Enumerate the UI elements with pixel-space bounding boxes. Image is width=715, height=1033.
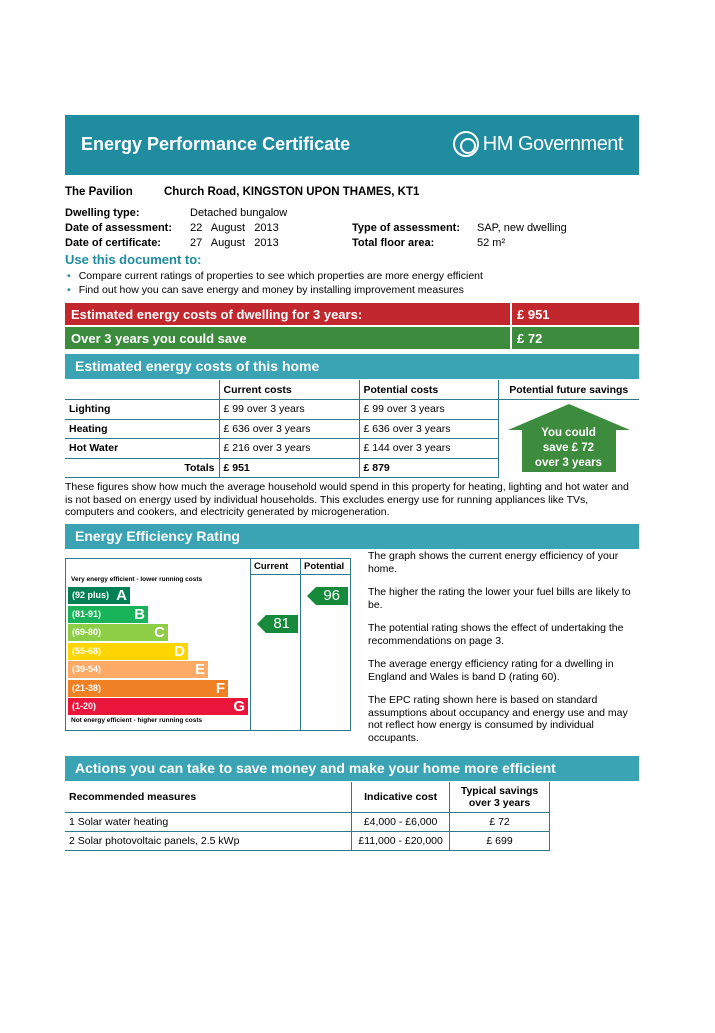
rating-band-letter: A: [116, 587, 127, 604]
rating-band-d: [68, 643, 188, 660]
rating-top-caption: Very energy efficient - lower running costs: [71, 576, 203, 583]
action-measure: 1 Solar water heating: [65, 812, 352, 831]
rating-paragraph: The graph shows the current energy efficiency of your home.: [368, 550, 619, 575]
rating-header-current: Current: [254, 561, 289, 572]
action-saving: £ 72: [450, 812, 550, 831]
costs-row-potential: £ 144 over 3 years: [359, 439, 498, 459]
rating-band-g: [68, 698, 248, 715]
costs-row-current: £ 636 over 3 years: [219, 419, 359, 439]
rating-band-f: [68, 680, 228, 697]
rating-explanation: [368, 550, 640, 744]
costs-row-label: Heating: [65, 419, 219, 439]
actions-header-savings-line: Typical savings: [460, 784, 539, 797]
costs-row-current: £ 216 over 3 years: [219, 439, 359, 459]
assessment-date-label: Date of assessment:: [65, 222, 172, 234]
costs-totals-current: £ 951: [219, 458, 359, 478]
use-document-bullet: • Find out how you can save energy and money by installing improvement measures: [65, 284, 464, 297]
costs-row-label: Lighting: [65, 400, 219, 420]
rating-bottom-caption: Not energy efficient - higher running costs: [71, 717, 203, 724]
floor-area-value: 52 m²: [477, 237, 506, 249]
rating-header-potential: Potential: [304, 561, 345, 572]
assessment-date-value: 22 August 2013: [190, 222, 279, 234]
rating-band-c: [68, 624, 168, 641]
action-cost: £11,000 - £20,000: [352, 831, 450, 850]
rating-band-range: (92 plus): [72, 590, 110, 600]
costs-section-heading: Estimated energy costs of this home: [65, 354, 639, 379]
savings-house-icon: [508, 404, 630, 472]
actions-header-savings: [450, 782, 550, 812]
assessment-type-value: SAP, new dwelling: [477, 222, 567, 234]
savings-label: Over 3 years you could save: [65, 327, 510, 349]
government-label: HM Government: [482, 132, 623, 155]
hm-government-logo: [453, 131, 623, 157]
efficiency-rating-chart: [65, 558, 351, 731]
rating-paragraph: The higher the rating the lower your fuel bills are likely to be.: [368, 586, 631, 611]
savings-arrow-cell: [498, 400, 639, 478]
costs-table: [65, 380, 639, 478]
property-address: Church Road, KINGSTON UPON THAMES, KT1: [164, 186, 420, 198]
estimated-costs-value: £ 951: [512, 303, 639, 325]
rating-band-range: (69-80): [72, 627, 102, 637]
rating-band-e: [68, 661, 208, 678]
costs-note: These figures show how much the average household would spend in this property for heating, lighting and hot water and is not based on energy used by individual households. This excludes energy use for running appliances like TVs, computers and cookers, and electricity generated by microgeneration.: [65, 481, 629, 518]
rating-band-range: (55-68): [72, 645, 102, 656]
rating-paragraph: The potential rating shows the effect of undertaking the recommendations on page 3.: [368, 622, 624, 647]
current-rating-value: 81: [273, 615, 290, 632]
certificate-date-value: 27 August 2013: [190, 237, 279, 249]
dwelling-type-value: Detached bungalow: [190, 207, 288, 219]
savings-line-3: over 3 years: [534, 457, 603, 469]
costs-row-label: Hot Water: [65, 439, 219, 459]
rating-band-letter: F: [215, 679, 225, 697]
costs-row-potential: £ 99 over 3 years: [359, 400, 498, 420]
potential-rating-value: 96: [323, 587, 340, 604]
rating-paragraph: The average energy efficiency rating for a dwelling in England and Wales is band D (rating 60).: [368, 658, 614, 683]
rating-band-letter: B: [134, 605, 145, 623]
action-measure: 2 Solar photovoltaic panels, 2.5 kWp: [65, 831, 352, 850]
property-name: The Pavilion: [65, 186, 133, 198]
actions-header-measures: Recommended measures: [65, 782, 352, 812]
savings-line-2: save £ 72: [542, 442, 595, 454]
action-cost: £4,000 - £6,000: [352, 812, 450, 831]
action-saving: £ 699: [450, 831, 550, 850]
royal-crest-icon: [453, 131, 479, 157]
rating-band-letter: E: [194, 661, 205, 678]
actions-header-cost: Indicative cost: [352, 782, 450, 812]
costs-header-blank: [65, 380, 219, 400]
costs-totals-potential: £ 879: [359, 458, 498, 478]
potential-rating-arrow: [316, 587, 348, 605]
use-document-bullet: • Compare current ratings of properties to see which properties are more energy efficient: [65, 270, 483, 283]
savings-line-1: You could: [541, 427, 596, 439]
rating-paragraph: The EPC rating shown here is based on standard assumptions about occupancy and energy use and may not reflect how energy is consumed by individual occupants.: [368, 694, 628, 744]
assessment-type-label: Type of assessment:: [352, 222, 461, 234]
costs-totals-label: Totals: [65, 458, 219, 478]
certificate-title: Energy Performance Certificate: [81, 134, 351, 154]
floor-area-label: Total floor area:: [352, 237, 435, 249]
estimated-costs-label: Estimated energy costs of dwelling for 3 years:: [65, 303, 510, 325]
rating-section-heading: Energy Efficiency Rating: [65, 524, 639, 549]
rating-band-range: (21-38): [72, 682, 102, 693]
certificate-banner: [65, 115, 639, 175]
certificate-date-label: Date of certificate:: [65, 237, 161, 249]
actions-header-savings-line: over 3 years: [468, 796, 531, 809]
costs-header-savings: Potential future savings: [498, 380, 639, 400]
actions-section-heading: Actions you can take to save money and make your home more efficient: [65, 756, 639, 781]
rating-band-b: [68, 606, 148, 623]
rating-band-letter: G: [233, 698, 245, 715]
use-document-heading: Use this document to:: [65, 252, 202, 267]
dwelling-type-label: Dwelling type:: [65, 207, 140, 219]
current-rating-arrow: [266, 615, 298, 633]
costs-header-potential: Potential costs: [359, 380, 498, 400]
rating-band-range: (39-54): [72, 664, 102, 674]
rating-band-range: (1-20): [72, 701, 97, 711]
rating-band-range: (81-91): [72, 608, 102, 619]
rating-band-letter: C: [154, 624, 165, 641]
savings-value: £ 72: [512, 327, 639, 349]
rating-band-a: [68, 587, 130, 604]
rating-band-letter: D: [174, 642, 185, 660]
actions-table: [65, 782, 550, 851]
costs-row-potential: £ 636 over 3 years: [359, 419, 498, 439]
costs-row-current: £ 99 over 3 years: [219, 400, 359, 420]
costs-header-current: Current costs: [219, 380, 359, 400]
